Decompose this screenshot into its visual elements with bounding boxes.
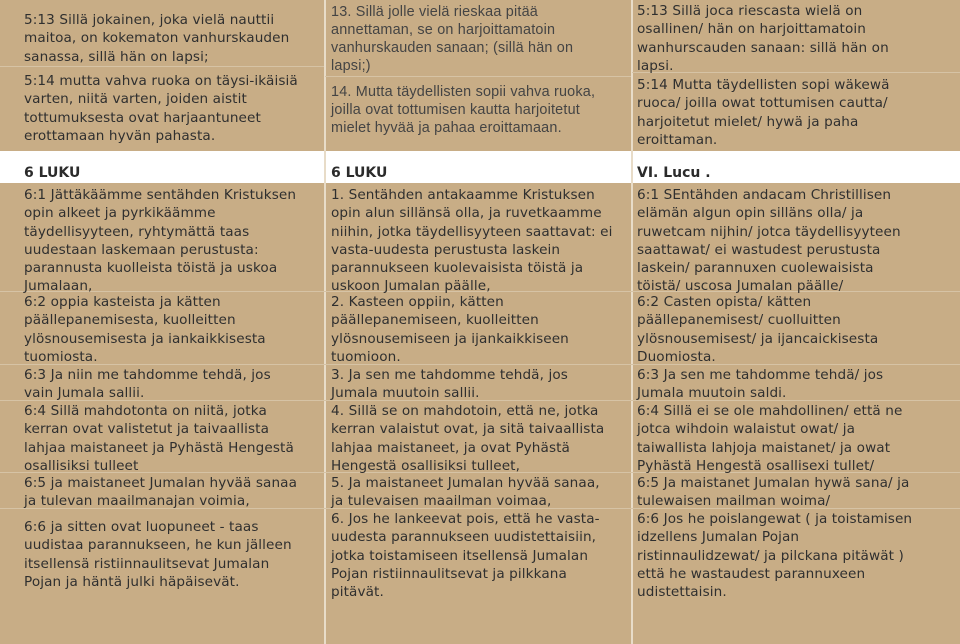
verse-5-13-modern: 5:13 Sillä jokainen, joka vielä nauttii maitoa, on kokematon vanhurskauden sanassa, sillä hän on lapsi; bbox=[24, 12, 290, 65]
verse-6-6-modern: 6:6 ja sitten ovat luopuneet - taas uudistaa parannukseen, he kun jälleen itsellensä ristiinnaulitsevat Jumalan Pojan ja häntä julki häpäisevät. bbox=[24, 519, 292, 590]
verse-6-1-modern: 6:1 Jättäkäämme sentähden Kristuksen opin alkeet ja pyrkikäämme täydellisyyteen, ryhtymättä taas uudestaan laskemaan perustusta: parannusta kuolleista töistä ja uskoa Jumalaan, bbox=[24, 187, 297, 295]
verse-6-2-modern: 6:2 oppia kasteista ja kätten päällepanemisesta, kuolleitten ylösnousemisesta ja iankaikkisesta tuomiosta. bbox=[24, 294, 266, 365]
verse-6-6-1642: 6:6 Jos he poislangewat ( ja toistamisen idzellens Jumalan Pojan ristinnaulidzewat/ ja pilckana pitäwät ) että he wastaudest parannuxeen udistettaisin. bbox=[637, 511, 913, 601]
verse-5-14-1642: 5:14 Mutta täydellisten sopi wäkewä ruoca/ joilla owat tottumisen cautta/ harjoitetut mielet/ hywä ja paha eroittaman. bbox=[637, 77, 890, 148]
verse-6-5-1642: 6:5 Ja maistanet Jumalan hywä sana/ ja tulewaisen mailman woima/ bbox=[637, 475, 910, 510]
column-divider bbox=[631, 0, 633, 644]
verse-6-2-1642: 6:2 Casten opista/ kätten päällepanemisest/ cuolluitten ylösnousemisest/ ja ijancaickisesta Duomiosta. bbox=[637, 294, 879, 365]
verse-1-1776: 1. Sentähden antakaamme Kristuksen opin alun sillänsä olla, ja ruvetkaamme niihin, jotka täydellisyyteen saattavat: ei vasta-uudesta perustusta laskein parannukseen kuolevaisista töistä ja uskoon Jumalan päälle, bbox=[331, 187, 613, 295]
verse-2-1776: 2. Kasteen oppiin, kätten päällepanemiseen, kuolleitten ylösnousemiseen ja ijankaikkiseen tuomioon. bbox=[331, 294, 569, 365]
verse-14-1776: 14. Mutta täydellisten sopii vahva ruoka, joilla ovat tottumisen kautta harjoitetut mielet hyvää ja pahaa eroittamaan. bbox=[331, 84, 596, 136]
row-divider bbox=[325, 76, 631, 77]
verse-5-1776: 5. Ja maistaneet Jumalan hyvää sanaa, ja tulevaisen maailman voimaa, bbox=[331, 475, 600, 510]
verse-6-5-modern: 6:5 ja maistaneet Jumalan hyvää sanaa ja tulevan maailmanajan voimia, bbox=[24, 475, 298, 510]
chapter-heading-1776: 6 LUKU bbox=[331, 165, 388, 181]
verse-6-3-1642: 6:3 Ja sen me tahdomme tehdä/ jos Jumala muutoin saldi. bbox=[637, 367, 884, 402]
verse-6-3-modern: 6:3 Ja niin me tahdomme tehdä, jos vain Jumala sallii. bbox=[24, 367, 271, 402]
verse-6-4-modern: 6:4 Sillä mahdotonta on niitä, jotka kerran ovat valistetut ja taivaallista lahjaa maistaneet ja Pyhästä Hengestä osallisiksi tulleet bbox=[24, 403, 294, 474]
verse-13-1776: 13. Sillä jolle vielä rieskaa pitää annettaman, se on harjoittamatoin vanhurskauden sanaan; (sillä hän on lapsi;) bbox=[331, 4, 574, 74]
verse-4-1776: 4. Sillä se on mahdotoin, että ne, jotka kerran valaistut ovat, ja sitä taivaallista lahjaa maistaneet, ja ovat Pyhästä Hengestä osallisiksi tulleet, bbox=[331, 403, 605, 474]
row-divider bbox=[0, 66, 324, 67]
chapter-heading-modern: 6 LUKU bbox=[24, 165, 81, 181]
verse-6-4-1642: 6:4 Sillä ei se ole mahdollinen/ että ne jotca wihdoin walaistut owat/ ja taiwallista lahjoja maistanet/ ja owat Pyhästä Hengestä osallisexi tullet/ bbox=[637, 403, 903, 474]
verse-6-1-1642: 6:1 SEntähden andacam Christillisen elämän algun opin silläns olla/ ja ruwetcam nijhin/ jotca täydellisyyteen saattawat/ ei wastudest perustusta laskein/ parannuxen cuolewaisista töistä/ uscosa Jumalan päälle/ bbox=[637, 187, 901, 295]
verse-6-1776: 6. Jos he lankeevat pois, että he vasta- uudesta parannukseen uudistettaisiin, jotka toistamiseen itsellensä Jumalan Pojan ristiinnaulitsevat ja pilkkana pitävät. bbox=[331, 511, 600, 601]
verse-5-13-1642: 5:13 Sillä joca riescasta wielä on osallinen/ hän on harjoittamatoin wanhurscauden sanaan: sillä hän on lapsi. bbox=[637, 3, 889, 74]
verse-3-1776: 3. Ja sen me tahdomme tehdä, jos Jumala muutoin sallii. bbox=[331, 367, 568, 402]
verse-5-14-modern: 5:14 mutta vahva ruoka on täysi-ikäisiä varten, niitä varten, joiden aistit tottumuksesta ovat harjaantuneet erottamaan hyvän pahasta. bbox=[24, 73, 298, 144]
chapter-heading-1642: VI. Lucu . bbox=[637, 165, 711, 181]
